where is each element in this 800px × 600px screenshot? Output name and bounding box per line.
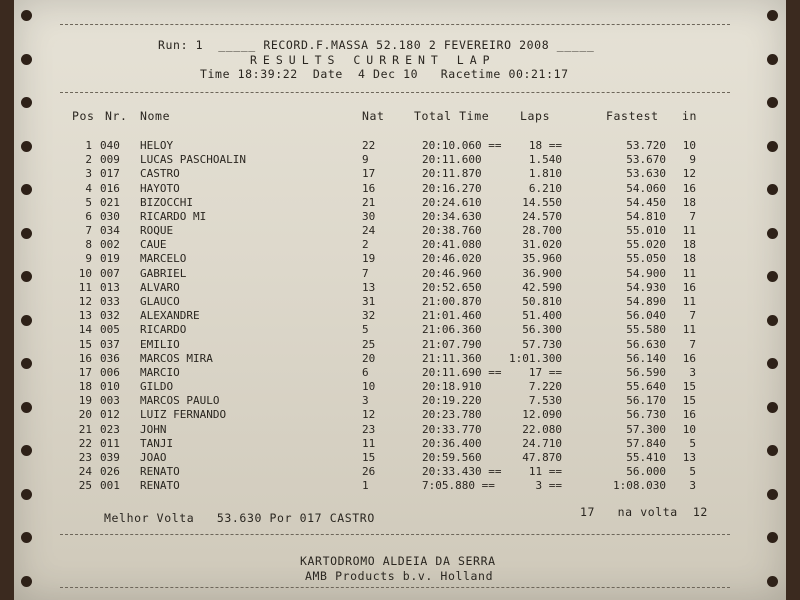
- row-total-time: 20:23.780: [422, 408, 482, 422]
- row-kart-number: 002: [100, 238, 120, 252]
- row-fastest-lap-no: 11: [682, 266, 696, 280]
- table-row: [0, 210, 800, 224]
- row-total-time: 21:01.460: [422, 309, 482, 323]
- header-divider: [60, 92, 730, 93]
- row-kart-number: 026: [100, 465, 120, 479]
- row-fastest-lap-no: 7: [689, 337, 696, 351]
- row-total-time: 20:38.760: [422, 224, 482, 238]
- row-driver-name: HELOY: [140, 139, 174, 152]
- row-laps: 36.900: [522, 266, 562, 280]
- row-position: 4: [85, 181, 92, 195]
- table-row: [0, 465, 800, 479]
- row-fastest: 54.930: [626, 280, 666, 294]
- row-fastest-lap-no: 5: [689, 436, 696, 450]
- row-kart-number: 010: [100, 380, 120, 394]
- perforation-hole: [21, 54, 32, 65]
- row-kart-number: 023: [100, 422, 120, 436]
- row-kart-number: 039: [100, 450, 120, 464]
- row-nat: 17: [362, 167, 376, 181]
- row-fastest-lap-no: 11: [682, 294, 696, 308]
- run-header: Run: 1 _____ RECORD.F.MASSA 52.180 2 FEVEREIRO 2008 _____: [158, 38, 595, 52]
- table-row: [0, 408, 800, 422]
- row-kart-number: 016: [100, 181, 120, 195]
- track-name: KARTODROMO ALDEIA DA SERRA: [300, 554, 496, 568]
- row-fastest: 56.040: [626, 309, 666, 323]
- col-header-total-time: Total Time: [414, 109, 490, 123]
- row-driver-name: TANJI: [140, 436, 174, 450]
- row-nat: 6: [362, 365, 369, 379]
- row-laps: 6.210: [528, 181, 562, 195]
- row-kart-number: 032: [100, 309, 120, 323]
- col-header-laps: Laps: [520, 109, 551, 123]
- best-lap-round: 17 na volta 12: [580, 505, 708, 519]
- row-nat: 31: [362, 294, 376, 308]
- row-position: 6: [85, 209, 92, 223]
- row-driver-name: ROQUE: [140, 224, 174, 238]
- row-laps: 47.870: [522, 450, 562, 464]
- row-fastest: 53.630: [626, 167, 666, 181]
- table-row: [0, 167, 800, 181]
- row-fastest-lap-no: 11: [682, 224, 696, 238]
- row-kart-number: 005: [100, 323, 120, 337]
- row-fastest-lap-no: 5: [689, 465, 696, 479]
- best-lap-summary: Melhor Volta 53.630 Por 017 CASTRO: [104, 511, 375, 525]
- row-fastest: 56.140: [626, 351, 666, 365]
- row-driver-name: JOHN: [140, 422, 167, 436]
- row-driver-name: RENATO: [140, 465, 180, 479]
- row-driver-name: GABRIEL: [140, 266, 187, 280]
- row-fastest: 54.810: [626, 209, 666, 223]
- row-nat: 15: [362, 450, 376, 464]
- row-fastest: 54.450: [626, 195, 666, 209]
- row-laps: 28.700: [522, 224, 562, 238]
- row-kart-number: 001: [100, 479, 120, 493]
- row-laps: 11 ==: [528, 465, 562, 479]
- row-laps: 31.020: [522, 238, 562, 252]
- row-total-time: 20:11.870: [422, 167, 482, 181]
- perforation-hole: [767, 576, 778, 587]
- table-row: [0, 153, 800, 167]
- row-position: 11: [78, 280, 92, 294]
- row-fastest-lap-no: 18: [682, 238, 696, 252]
- row-fastest-lap-no: 9: [689, 153, 696, 167]
- row-position: 25: [78, 479, 92, 493]
- table-row: [0, 139, 800, 153]
- row-total-time: 20:11.600: [422, 153, 482, 167]
- table-row: [0, 224, 800, 238]
- table-row: [0, 366, 800, 380]
- row-kart-number: 034: [100, 224, 120, 238]
- row-driver-name: MARCIO: [140, 365, 180, 379]
- perforation-hole: [21, 97, 32, 108]
- row-nat: 10: [362, 380, 376, 394]
- row-total-time: 20:34.630: [422, 209, 482, 223]
- row-fastest: 56.630: [626, 337, 666, 351]
- row-nat: 5: [362, 323, 369, 337]
- row-total-time: 20:18.910: [422, 380, 482, 394]
- row-total-time: 20:52.650: [422, 280, 482, 294]
- table-row: [0, 309, 800, 323]
- row-fastest-lap-no: 13: [682, 450, 696, 464]
- row-laps: 35.960: [522, 252, 562, 266]
- row-fastest-lap-no: 18: [682, 252, 696, 266]
- row-position: 22: [78, 436, 92, 450]
- row-position: 15: [78, 337, 92, 351]
- perforation-hole: [767, 532, 778, 543]
- row-kart-number: 007: [100, 266, 120, 280]
- row-nat: 32: [362, 309, 376, 323]
- row-position: 12: [78, 294, 92, 308]
- time-date-line: Time 18:39:22 Date 4 Dec 10 Racetime 00:21:17: [200, 67, 569, 81]
- perforation-hole: [767, 10, 778, 21]
- row-laps: 24.710: [522, 436, 562, 450]
- table-row: [0, 423, 800, 437]
- row-kart-number: 021: [100, 195, 120, 209]
- row-kart-number: 006: [100, 365, 120, 379]
- top-divider: [60, 24, 730, 25]
- row-total-time: 20:10.060 ==: [422, 139, 502, 152]
- row-laps: 51.400: [522, 309, 562, 323]
- row-fastest-lap-no: 3: [689, 479, 696, 493]
- row-kart-number: 017: [100, 167, 120, 181]
- row-total-time: 20:16.270: [422, 181, 482, 195]
- row-driver-name: BIZOCCHI: [140, 195, 193, 209]
- row-driver-name: HAYOTO: [140, 181, 180, 195]
- row-fastest: 1:08.030: [613, 479, 666, 493]
- row-kart-number: 003: [100, 394, 120, 408]
- row-driver-name: MARCELO: [140, 252, 187, 266]
- table-row: [0, 281, 800, 295]
- row-position: 20: [78, 408, 92, 422]
- row-nat: 25: [362, 337, 376, 351]
- row-driver-name: JOAO: [140, 450, 167, 464]
- row-driver-name: RENATO: [140, 479, 180, 493]
- row-fastest: 54.890: [626, 294, 666, 308]
- footer-divider: [60, 534, 730, 535]
- row-driver-name: CAUE: [140, 238, 167, 252]
- bottom-divider: [60, 587, 730, 588]
- row-nat: 21: [362, 195, 376, 209]
- row-fastest-lap-no: 7: [689, 209, 696, 223]
- row-position: 8: [85, 238, 92, 252]
- row-driver-name: CASTRO: [140, 167, 180, 181]
- row-nat: 19: [362, 252, 376, 266]
- row-kart-number: 030: [100, 209, 120, 223]
- row-fastest: 57.840: [626, 436, 666, 450]
- row-fastest-lap-no: 7: [689, 309, 696, 323]
- row-fastest: 56.170: [626, 394, 666, 408]
- row-total-time: 20:11.690 ==: [422, 365, 502, 379]
- row-fastest: 53.720: [626, 139, 666, 152]
- table-row: [0, 267, 800, 281]
- row-driver-name: RICARDO MI: [140, 209, 207, 223]
- row-fastest: 56.730: [626, 408, 666, 422]
- row-nat: 20: [362, 351, 376, 365]
- row-position: 24: [78, 465, 92, 479]
- row-fastest: 55.410: [626, 450, 666, 464]
- row-nat: 2: [362, 238, 369, 252]
- table-row: [0, 394, 800, 408]
- perforation-hole: [767, 54, 778, 65]
- row-kart-number: 013: [100, 280, 120, 294]
- row-nat: 11: [362, 436, 376, 450]
- row-total-time: 20:33.430 ==: [422, 465, 502, 479]
- row-fastest-lap-no: 16: [682, 408, 696, 422]
- row-fastest: 53.670: [626, 153, 666, 167]
- results-title: RESULTS CURRENT LAP: [250, 53, 496, 67]
- row-fastest-lap-no: 10: [682, 422, 696, 436]
- row-kart-number: 012: [100, 408, 120, 422]
- row-driver-name: LUIZ FERNANDO: [140, 408, 227, 422]
- row-kart-number: 040: [100, 139, 120, 152]
- row-nat: 3: [362, 394, 369, 408]
- row-total-time: 20:59.560: [422, 450, 482, 464]
- row-position: 13: [78, 309, 92, 323]
- row-nat: 23: [362, 422, 376, 436]
- row-nat: 7: [362, 266, 369, 280]
- row-fastest-lap-no: 12: [682, 167, 696, 181]
- row-fastest-lap-no: 10: [682, 139, 696, 152]
- row-kart-number: 009: [100, 153, 120, 167]
- col-header-nr: Nr.: [105, 109, 128, 123]
- col-header-fastest: Fastest: [606, 109, 659, 123]
- row-position: 3: [85, 167, 92, 181]
- row-nat: 24: [362, 224, 376, 238]
- row-fastest-lap-no: 16: [682, 280, 696, 294]
- row-position: 19: [78, 394, 92, 408]
- row-kart-number: 019: [100, 252, 120, 266]
- row-nat: 22: [362, 139, 376, 152]
- row-laps: 1:01.300: [509, 351, 562, 365]
- row-total-time: 21:07.790: [422, 337, 482, 351]
- row-nat: 9: [362, 153, 369, 167]
- row-driver-name: ALEXANDRE: [140, 309, 200, 323]
- row-fastest: 55.580: [626, 323, 666, 337]
- table-row: [0, 238, 800, 252]
- row-fastest: 55.050: [626, 252, 666, 266]
- row-fastest: 57.300: [626, 422, 666, 436]
- row-position: 10: [78, 266, 92, 280]
- row-kart-number: 033: [100, 294, 120, 308]
- timing-vendor: AMB Products b.v. Holland: [305, 569, 494, 583]
- row-total-time: 21:11.360: [422, 351, 482, 365]
- col-header-nat: Nat: [362, 109, 385, 123]
- row-nat: 30: [362, 209, 376, 223]
- row-laps: 18 ==: [528, 139, 562, 152]
- table-row: [0, 295, 800, 309]
- col-header-name: Nome: [140, 109, 171, 123]
- row-position: 1: [85, 139, 92, 152]
- table-row: [0, 380, 800, 394]
- row-fastest: 54.060: [626, 181, 666, 195]
- row-driver-name: GLAUCO: [140, 294, 180, 308]
- row-fastest-lap-no: 15: [682, 394, 696, 408]
- row-position: 2: [85, 153, 92, 167]
- row-laps: 50.810: [522, 294, 562, 308]
- row-laps: 56.300: [522, 323, 562, 337]
- row-position: 18: [78, 380, 92, 394]
- perforation-hole: [21, 532, 32, 543]
- row-laps: 22.080: [522, 422, 562, 436]
- row-laps: 14.550: [522, 195, 562, 209]
- row-position: 7: [85, 224, 92, 238]
- row-nat: 26: [362, 465, 376, 479]
- row-laps: 17 ==: [528, 365, 562, 379]
- row-kart-number: 037: [100, 337, 120, 351]
- row-laps: 7.220: [528, 380, 562, 394]
- row-position: 9: [85, 252, 92, 266]
- perforation-hole: [21, 10, 32, 21]
- perforation-hole: [21, 576, 32, 587]
- row-laps: 24.570: [522, 209, 562, 223]
- row-laps: 1.810: [528, 167, 562, 181]
- row-nat: 12: [362, 408, 376, 422]
- row-position: 5: [85, 195, 92, 209]
- row-total-time: 20:19.220: [422, 394, 482, 408]
- row-laps: 42.590: [522, 280, 562, 294]
- table-row: [0, 182, 800, 196]
- row-driver-name: RICARDO: [140, 323, 187, 337]
- row-total-time: 20:46.020: [422, 252, 482, 266]
- table-row: [0, 196, 800, 210]
- row-total-time: 20:36.400: [422, 436, 482, 450]
- row-total-time: 20:41.080: [422, 238, 482, 252]
- row-total-time: 20:33.770: [422, 422, 482, 436]
- row-position: 16: [78, 351, 92, 365]
- row-driver-name: ALVARO: [140, 280, 180, 294]
- perforation-hole: [767, 97, 778, 108]
- table-row: [0, 252, 800, 266]
- row-fastest-lap-no: 18: [682, 195, 696, 209]
- row-fastest: 54.900: [626, 266, 666, 280]
- table-row: [0, 437, 800, 451]
- row-fastest-lap-no: 15: [682, 380, 696, 394]
- row-laps: 3 ==: [535, 479, 562, 493]
- row-nat: 16: [362, 181, 376, 195]
- row-fastest-lap-no: 3: [689, 365, 696, 379]
- table-row: [0, 479, 800, 493]
- row-driver-name: MARCOS PAULO: [140, 394, 220, 408]
- table-row: [0, 323, 800, 337]
- row-laps: 57.730: [522, 337, 562, 351]
- row-total-time: 7:05.880 ==: [422, 479, 495, 493]
- row-nat: 13: [362, 280, 376, 294]
- row-total-time: 20:24.610: [422, 195, 482, 209]
- table-row: [0, 352, 800, 366]
- row-fastest-lap-no: 16: [682, 181, 696, 195]
- table-row: [0, 451, 800, 465]
- row-fastest: 55.010: [626, 224, 666, 238]
- col-header-in: in: [682, 109, 698, 123]
- row-driver-name: MARCOS MIRA: [140, 351, 213, 365]
- row-fastest: 56.590: [626, 365, 666, 379]
- row-fastest: 56.000: [626, 465, 666, 479]
- row-fastest: 55.640: [626, 380, 666, 394]
- row-total-time: 21:00.870: [422, 294, 482, 308]
- table-row: [0, 338, 800, 352]
- row-position: 21: [78, 422, 92, 436]
- row-driver-name: LUCAS PASCHOALIN: [140, 153, 246, 167]
- row-kart-number: 036: [100, 351, 120, 365]
- row-position: 23: [78, 450, 92, 464]
- row-total-time: 20:46.960: [422, 266, 482, 280]
- row-driver-name: GILDO: [140, 380, 174, 394]
- row-nat: 1: [362, 479, 369, 493]
- row-position: 14: [78, 323, 92, 337]
- row-driver-name: EMILIO: [140, 337, 180, 351]
- row-laps: 7.530: [528, 394, 562, 408]
- col-header-pos: Pos: [72, 109, 95, 123]
- row-total-time: 21:06.360: [422, 323, 482, 337]
- row-fastest: 55.020: [626, 238, 666, 252]
- row-fastest-lap-no: 16: [682, 351, 696, 365]
- row-position: 17: [78, 365, 92, 379]
- row-kart-number: 011: [100, 436, 120, 450]
- row-fastest-lap-no: 11: [682, 323, 696, 337]
- row-laps: 12.090: [522, 408, 562, 422]
- row-laps: 1.540: [528, 153, 562, 167]
